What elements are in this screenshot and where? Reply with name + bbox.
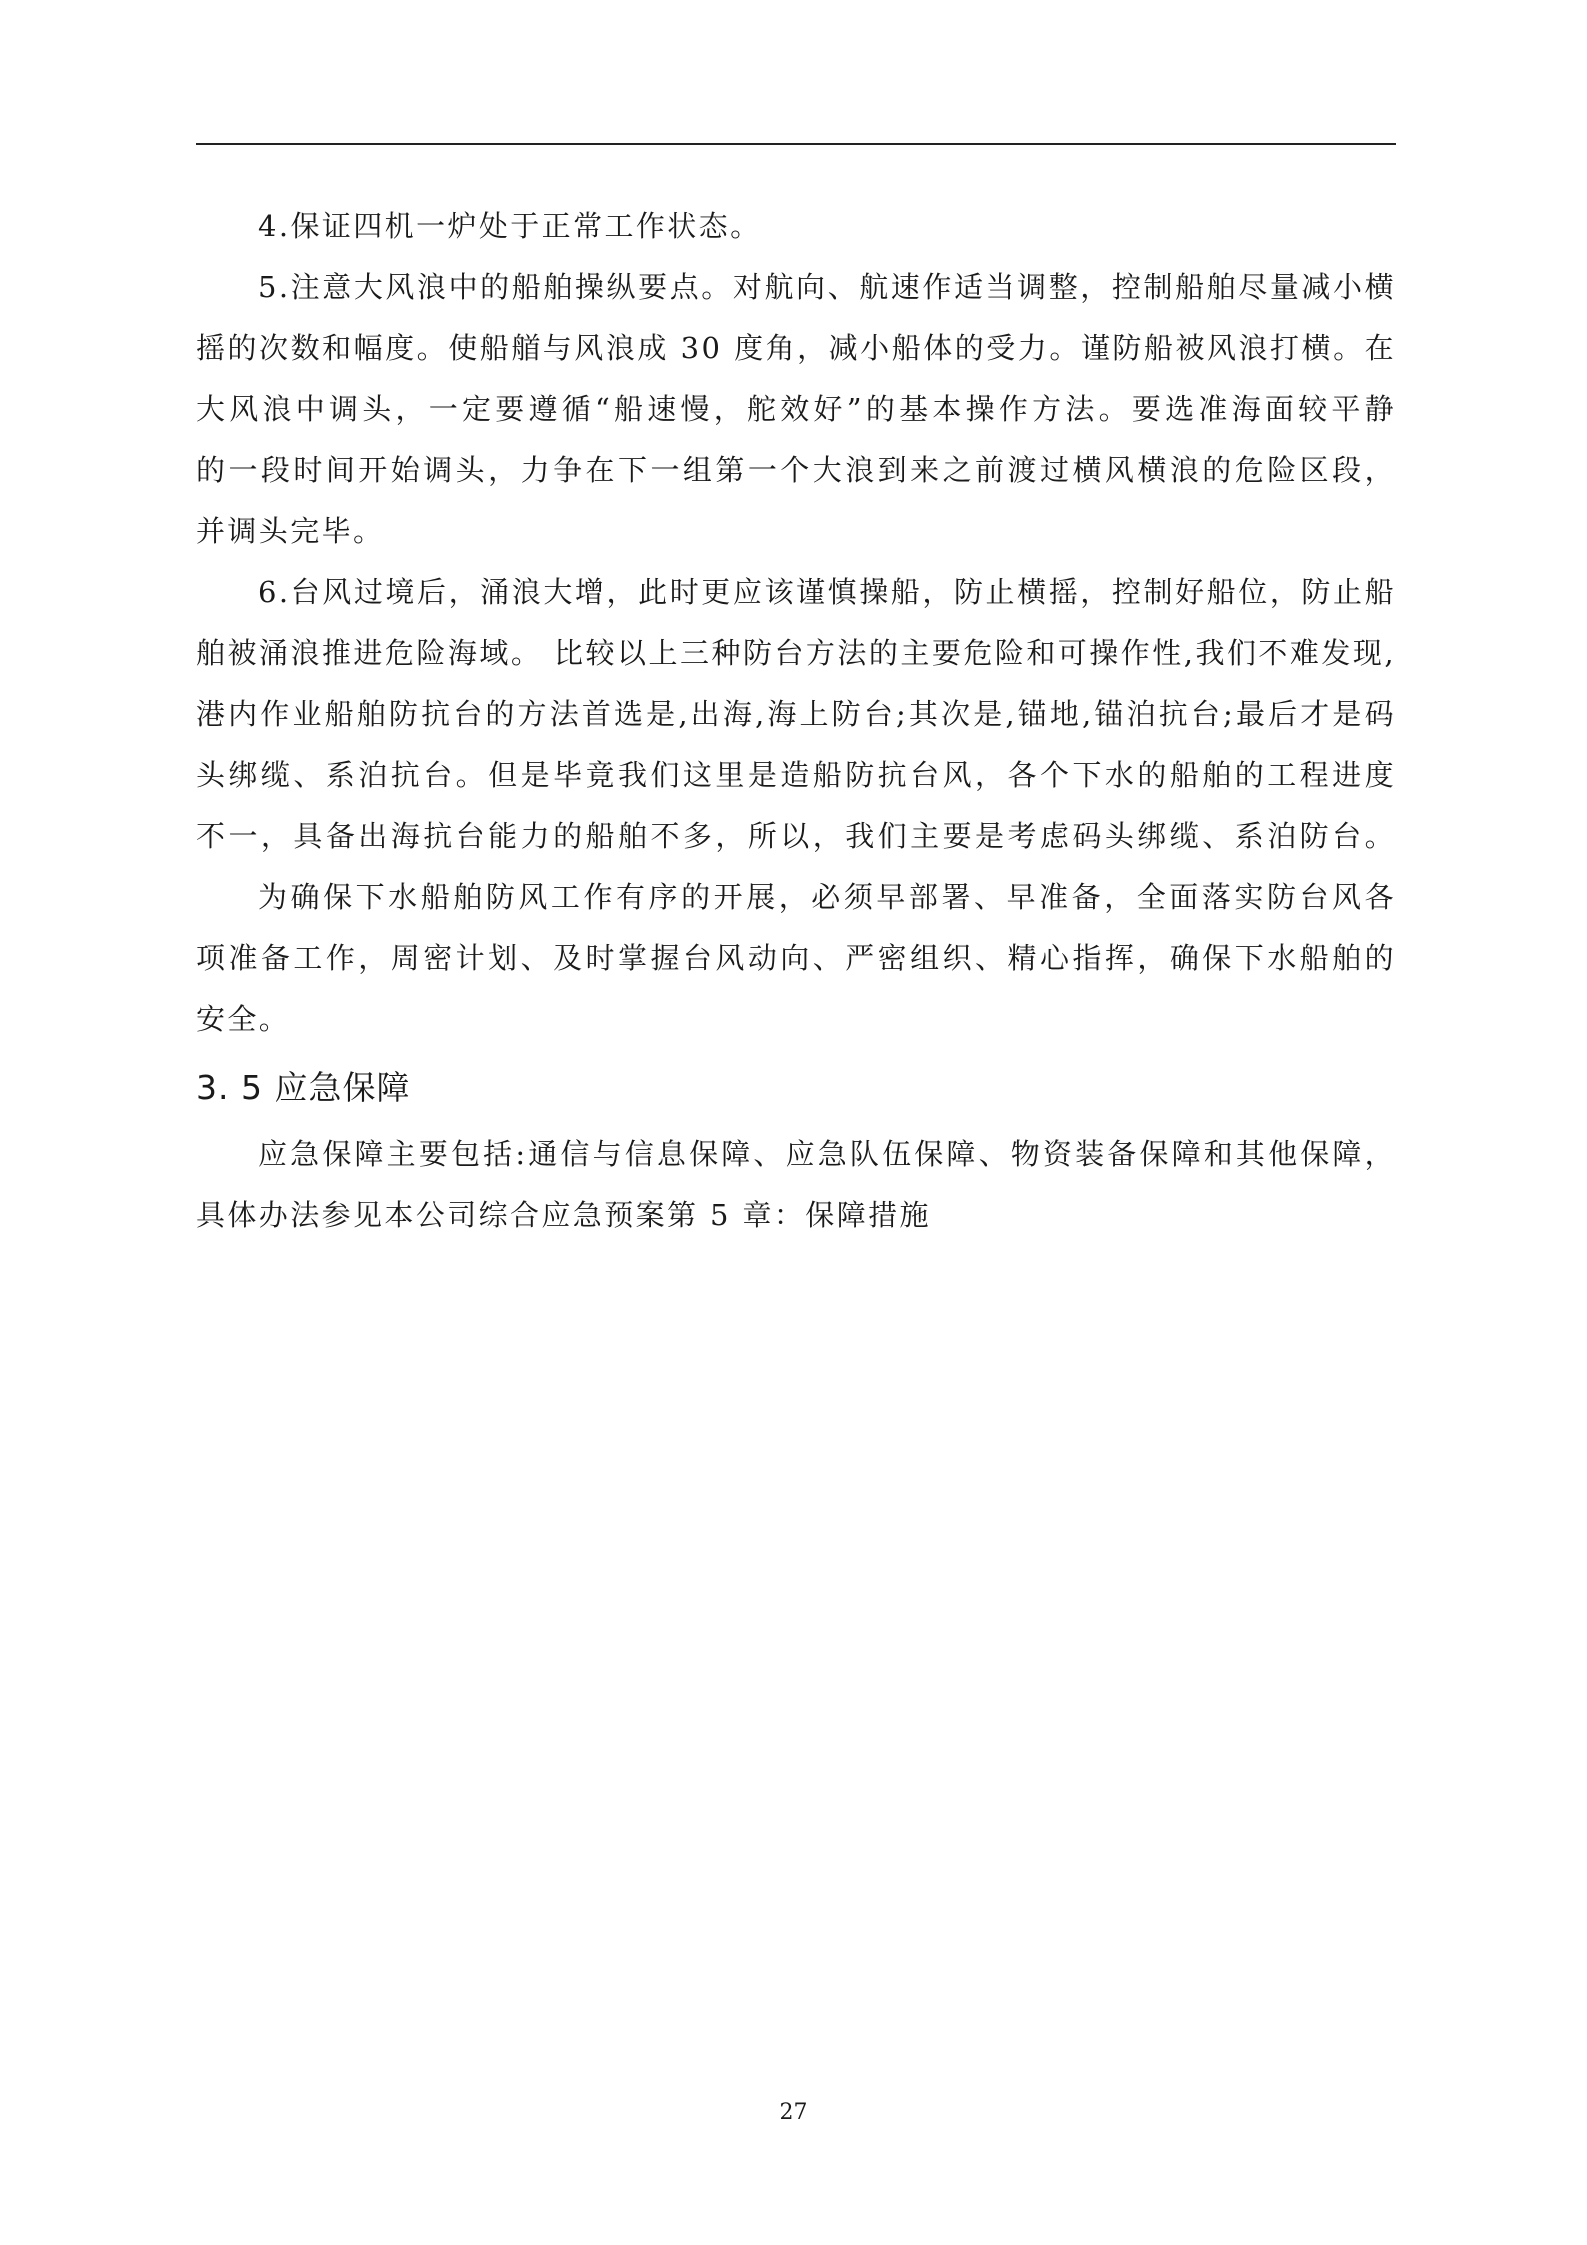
text-line: 4.保证四机一炉处于正常工作状态。 [258, 209, 762, 243]
paragraph-4 [196, 196, 1396, 257]
text-line: 具体办法参见本公司综合应急预案第 5 章：保障措施 [196, 1198, 931, 1232]
text-line: 应急保障主要包括:通信与信息保障、应急队伍保障、物资装备保障和其他保障， [258, 1137, 1396, 1171]
text-line: 安全。 [196, 1002, 291, 1036]
text-line: 头绑缆、系泊抗台。但是毕竟我们这里是造船防抗台风，各个下水的船舶的工程进度 [196, 758, 1396, 792]
text-line: 摇的次数和幅度。使船艏与风浪成 30 度角，减小船体的受力。谨防船被风浪打横。在 [196, 331, 1396, 365]
paragraph-summary [196, 867, 1396, 1050]
text-line: 为确保下水船舶防风工作有序的开展，必须早部署、早准备，全面落实防台风各 [258, 880, 1396, 914]
header-rule [196, 143, 1396, 145]
text-line: 大风浪中调头，一定要遵循“船速慢，舵效好”的基本操作方法。要选准海面较平静 [196, 392, 1396, 426]
page-number: 27 [779, 2100, 808, 2125]
text-line: 项准备工作，周密计划、及时掌握台风动向、严密组织、精心指挥，确保下水船舶的 [196, 941, 1396, 975]
text-line: 港内作业船舶防抗台的方法首选是,出海,海上防台;其次是,锚地,锚泊抗台;最后才是码 [196, 697, 1396, 731]
paragraph-5 [196, 257, 1396, 562]
paragraph-6 [196, 562, 1396, 867]
text-line: 6.台风过境后，涌浪大增，此时更应该谨慎操船，防止横摇，控制好船位，防止船 [258, 575, 1396, 609]
text-line: 5.注意大风浪中的船舶操纵要点。对航向、航速作适当调整，控制船舶尽量减小横 [258, 270, 1396, 304]
text-line: 不一，具备出海抗台能力的船舶不多，所以，我们主要是考虑码头绑缆、系泊防台。 [196, 819, 1396, 853]
text-line: 舶被涌浪推进危险海域。 比较以上三种防台方法的主要危险和可操作性,我们不难发现, [196, 636, 1396, 670]
section-heading: 3. 5 应急保障 [196, 1068, 411, 1107]
body-text [196, 196, 1396, 1246]
text-line: 并调头完毕。 [196, 514, 385, 548]
section-paragraph [196, 1124, 1396, 1246]
text-line: 的一段时间开始调头，力争在下一组第一个大浪到来之前渡过横风横浪的危险区段， [196, 453, 1396, 487]
